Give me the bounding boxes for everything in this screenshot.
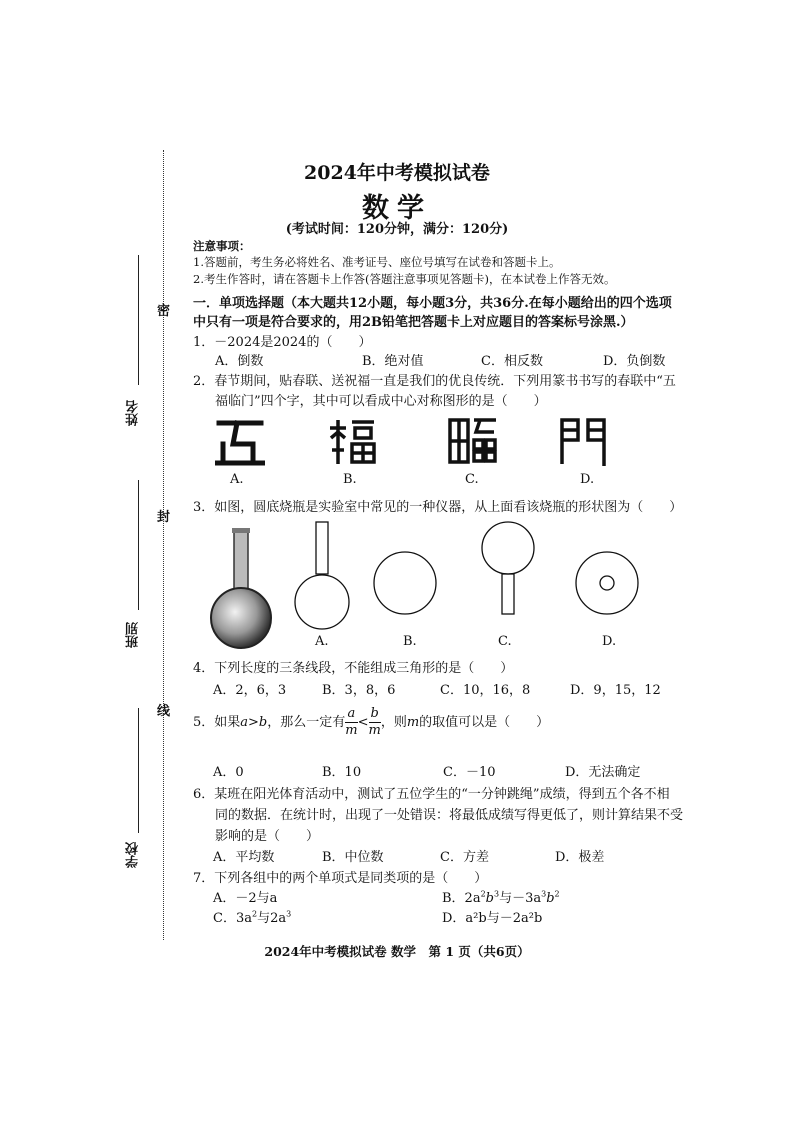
q5-pre: 5．如果 xyxy=(193,715,241,730)
school-blank[interactable] xyxy=(138,708,139,833)
notice-item-1: 1.答题前，考生务必将姓名、准考证号、座位号填写在试卷和答题卡上。 xyxy=(193,255,561,269)
q5-option-b: B．10 xyxy=(322,765,362,780)
q3-option-a: A. xyxy=(315,634,329,649)
q7-b-e2: 3 xyxy=(494,889,500,899)
q5-post2: 的取值可以是（ ） xyxy=(419,715,550,730)
q5-option-d: D．无法确定 xyxy=(565,765,641,780)
q6-option-a: A．平均数 xyxy=(213,850,275,865)
q7-c-pre: C．3a xyxy=(213,911,252,926)
q5-mid: ，那么一定有 xyxy=(267,715,346,730)
q7-option-a: A．－2与a xyxy=(213,891,278,906)
q1-option-c: C．相反数 xyxy=(481,354,543,369)
q7-b-e3: 3 xyxy=(541,889,547,899)
q5-condition: a>b xyxy=(240,715,268,730)
q5-option-c: C．－10 xyxy=(443,765,496,780)
q7-c-e2: 3 xyxy=(286,909,292,919)
seal-feng: 封 xyxy=(157,510,171,525)
q7-b-e1: 2 xyxy=(480,889,486,899)
seal-glyph-fu xyxy=(328,416,378,468)
notice-heading: 注意事项： xyxy=(193,239,251,253)
class-label: 班别 xyxy=(126,622,141,648)
q7-b-m2: b xyxy=(546,891,555,906)
q7-b-e4: 2 xyxy=(554,889,560,899)
q3-figure-d xyxy=(574,550,640,616)
q2-option-a: A. xyxy=(230,472,244,487)
section1-line1: 一．单项选择题（本大题共12小题，每小题3分，共36分.在每小题给出的四个选项 xyxy=(193,296,672,311)
q4-option-a: A．2，6，3 xyxy=(213,683,287,698)
seal-glyph-men xyxy=(558,416,608,468)
seal-glyph-lin xyxy=(446,414,500,468)
q5-frac2-den: m xyxy=(368,723,381,738)
q7-c-mid: 与2a xyxy=(257,911,287,926)
q3-option-c: C. xyxy=(498,634,512,649)
notice-item-2: 2.考生作答时，请在答题卡上作答(答题注意事项见答题卡)，在本试卷上作答无效。 xyxy=(193,272,616,286)
q1-option-b: B．绝对值 xyxy=(362,354,424,369)
q1-option-a: A．倒数 xyxy=(215,354,264,369)
q1-stem: 1．－2024是2024的（ ） xyxy=(193,335,372,350)
q2-line2: 福临门”四个字，其中可以看成中心对称图形的是（ ） xyxy=(215,394,547,409)
name-label: 姓名 xyxy=(126,400,141,426)
q4-stem: 4．下列长度的三条线段，不能组成三角形的是（ ） xyxy=(193,661,514,676)
name-blank[interactable] xyxy=(138,255,139,385)
q6-option-d: D．极差 xyxy=(555,850,605,865)
q7-option-c xyxy=(213,907,291,926)
q6-option-b: B．中位数 xyxy=(322,850,384,865)
q7-option-d: D．a²b与－2a²b xyxy=(442,911,543,926)
school-label: 学校 xyxy=(126,842,141,868)
q6-line3: 影响的是（ ） xyxy=(215,829,320,844)
q6-option-c: C．方差 xyxy=(440,850,489,865)
exam-title: 2024年中考模拟试卷 xyxy=(304,162,490,184)
q7-b-mid: 与－3a xyxy=(499,891,542,906)
class-blank[interactable] xyxy=(138,480,139,610)
q5-frac1-num: a xyxy=(345,706,357,723)
q5-fraction-2 xyxy=(369,706,381,739)
q6-line2: 同的数据．在统计时，出现了一处错误：将最低成绩写得更低了，则计算结果不受 xyxy=(215,808,684,823)
q2-option-b: B. xyxy=(343,472,357,487)
q5-frac2-num: b xyxy=(370,706,379,721)
q3-figure-a xyxy=(294,520,350,638)
q5-less-than: < xyxy=(357,715,369,730)
q7-b-m: b xyxy=(485,891,494,906)
q3-option-d: D. xyxy=(602,634,617,649)
q5-var: m xyxy=(406,715,420,730)
flask-photo xyxy=(208,526,274,652)
q3-figure-c xyxy=(480,520,536,620)
q6-line1: 6．某班在阳光体育活动中，测试了五位学生的“一分钟跳绳”成绩，得到五个各不相 xyxy=(193,787,670,802)
seal-mi: 密 xyxy=(157,304,171,319)
seal-line xyxy=(163,150,164,940)
q2-option-d: D. xyxy=(580,472,595,487)
q5-option-a: A．0 xyxy=(213,765,244,780)
q7-c-e1: 2 xyxy=(251,909,258,919)
q2-line1: 2．春节期间，贴春联、送祝福一直是我们的优良传统．下列用篆书书写的春联中“五 xyxy=(193,374,676,389)
seal-glyph-wu xyxy=(215,418,265,468)
subject-title: 数学 xyxy=(362,193,432,224)
q7-stem: 7．下列各组中的两个单项式是同类项的是（ ） xyxy=(193,871,488,886)
q5-stem xyxy=(193,706,549,739)
q4-option-b: B．3，8，6 xyxy=(322,683,396,698)
q7-b-pre: B．2a xyxy=(442,891,481,906)
q5-fraction-1 xyxy=(345,706,357,739)
q2-option-c: C. xyxy=(465,472,479,487)
q5-post1: ，则 xyxy=(380,715,407,730)
q1-option-d: D．负倒数 xyxy=(603,354,666,369)
q4-option-d: D．9，15，12 xyxy=(570,683,661,698)
page-footer: 2024年中考模拟试卷 数学 第 1 页（共6页） xyxy=(264,944,530,959)
q3-stem: 3．如图，圆底烧瓶是实验室中常见的一种仪器，从上面看该烧瓶的形状图为（ ） xyxy=(193,500,683,515)
section1-line2: 中只有一项是符合要求的，用2B铅笔把答题卡上对应题目的答案标号涂黑.） xyxy=(193,315,634,330)
seal-xian: 线 xyxy=(157,704,171,719)
q3-option-b: B. xyxy=(403,634,417,649)
q5-frac1-den: m xyxy=(345,723,358,738)
time-info: (考试时间：120分钟，满分：120分) xyxy=(285,222,509,237)
q7-option-b xyxy=(442,887,560,906)
q4-option-c: C．10，16，8 xyxy=(440,683,531,698)
q3-figure-b xyxy=(372,550,438,616)
